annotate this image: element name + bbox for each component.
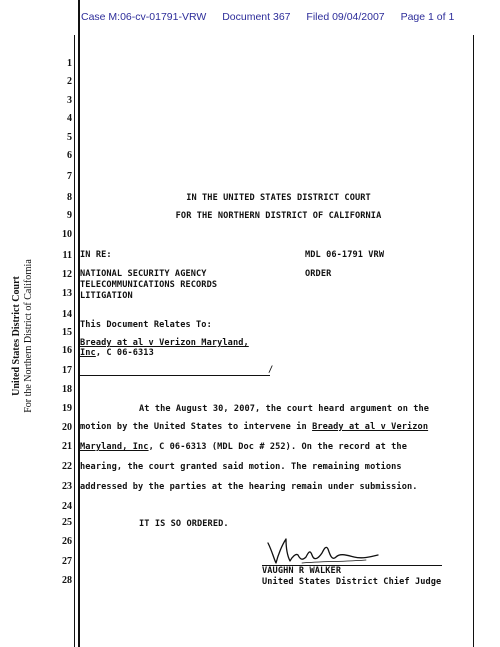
- line-number: 25: [62, 517, 72, 528]
- filed-date: Filed 09/04/2007: [306, 11, 385, 23]
- party-line-1: NATIONAL SECURITY AGENCY: [80, 269, 207, 279]
- line-number: 27: [62, 556, 72, 567]
- line-number: 24: [62, 501, 72, 512]
- party-line-3: LITIGATION: [80, 291, 133, 301]
- case-name: Bready at al v Verizon Maryland,: [80, 338, 249, 348]
- body-line-22: hearing, the court granted said motion. The remaining motions: [80, 462, 402, 472]
- court-title: IN THE UNITED STATES DISTRICT COURT: [186, 193, 371, 203]
- case-name-inc: Inc: [80, 348, 96, 358]
- line-number: 28: [62, 575, 72, 586]
- sidebar-court: United States District Court: [11, 276, 22, 396]
- court-sidebar-label: [11, 186, 35, 486]
- body-line-23: addressed by the parties at the hearing remain under submission.: [80, 482, 418, 492]
- in-re-label: IN RE:: [80, 250, 112, 260]
- line-number: 3: [67, 95, 72, 106]
- line-number: 15: [62, 327, 72, 338]
- line-number: 11: [62, 250, 72, 261]
- judge-name: VAUGHN R WALKER: [262, 566, 342, 576]
- body-line-20-text: motion by the United States to intervene in: [80, 422, 313, 432]
- sidebar-district: For the Northern District of California: [23, 259, 34, 413]
- line-number: 6: [67, 150, 72, 161]
- judge-signature: [262, 535, 382, 567]
- case-name-line-2: [80, 348, 154, 358]
- line-number: 8: [67, 192, 72, 203]
- body-line-21: [80, 442, 407, 452]
- page-indicator: Page 1 of 1: [400, 11, 455, 23]
- line-number: 23: [62, 481, 72, 492]
- line-number: 16: [62, 345, 72, 356]
- case-number: Case M:06-cv-01791-VRW: [81, 11, 207, 23]
- line-number: 5: [67, 132, 72, 143]
- body-line-20-case: Bready at al v Verizon: [312, 422, 429, 432]
- body-line-19: At the August 30, 2007, the court heard argument on the: [139, 404, 430, 414]
- document-number: Document 367: [222, 11, 291, 23]
- caption-rule: [80, 375, 270, 376]
- filing-header: [81, 11, 467, 23]
- line-number: 21: [62, 441, 72, 452]
- mdl-number: MDL 06-1791 VRW: [305, 250, 385, 260]
- body-line-21-text: , C 06-6313 (MDL Doc # 252). On the record at the: [148, 442, 407, 452]
- line-number: 22: [62, 461, 72, 472]
- line-number: 1: [67, 58, 72, 69]
- judge-title: United States District Chief Judge: [262, 577, 442, 587]
- left-margin-rule-inner: [74, 35, 75, 647]
- so-ordered: IT IS SO ORDERED.: [139, 519, 229, 529]
- body-line-21-case: Maryland, Inc: [80, 442, 149, 452]
- party-line-2: TELECOMMUNICATIONS RECORDS: [80, 280, 218, 290]
- line-number: 2: [67, 76, 72, 87]
- case-no: , C 06-6313: [95, 348, 154, 358]
- line-number: 9: [67, 210, 72, 221]
- relates-to: This Document Relates To:: [80, 320, 212, 330]
- line-number: 20: [62, 422, 72, 433]
- right-margin-rule: [473, 35, 474, 647]
- line-number: 18: [62, 384, 72, 395]
- line-number: 13: [62, 288, 72, 299]
- line-number: 17: [62, 365, 72, 376]
- line-number: 26: [62, 536, 72, 547]
- line-number: 10: [62, 229, 72, 240]
- line-number: 14: [62, 309, 72, 320]
- caption-slash: /: [268, 365, 274, 375]
- body-line-20: [80, 422, 428, 432]
- line-number: 12: [62, 269, 72, 280]
- order-label: ORDER: [305, 269, 332, 279]
- line-number: 4: [67, 113, 72, 124]
- court-district: FOR THE NORTHERN DISTRICT OF CALIFORNIA: [175, 211, 382, 221]
- line-number: 19: [62, 403, 72, 414]
- line-number: 7: [67, 171, 72, 182]
